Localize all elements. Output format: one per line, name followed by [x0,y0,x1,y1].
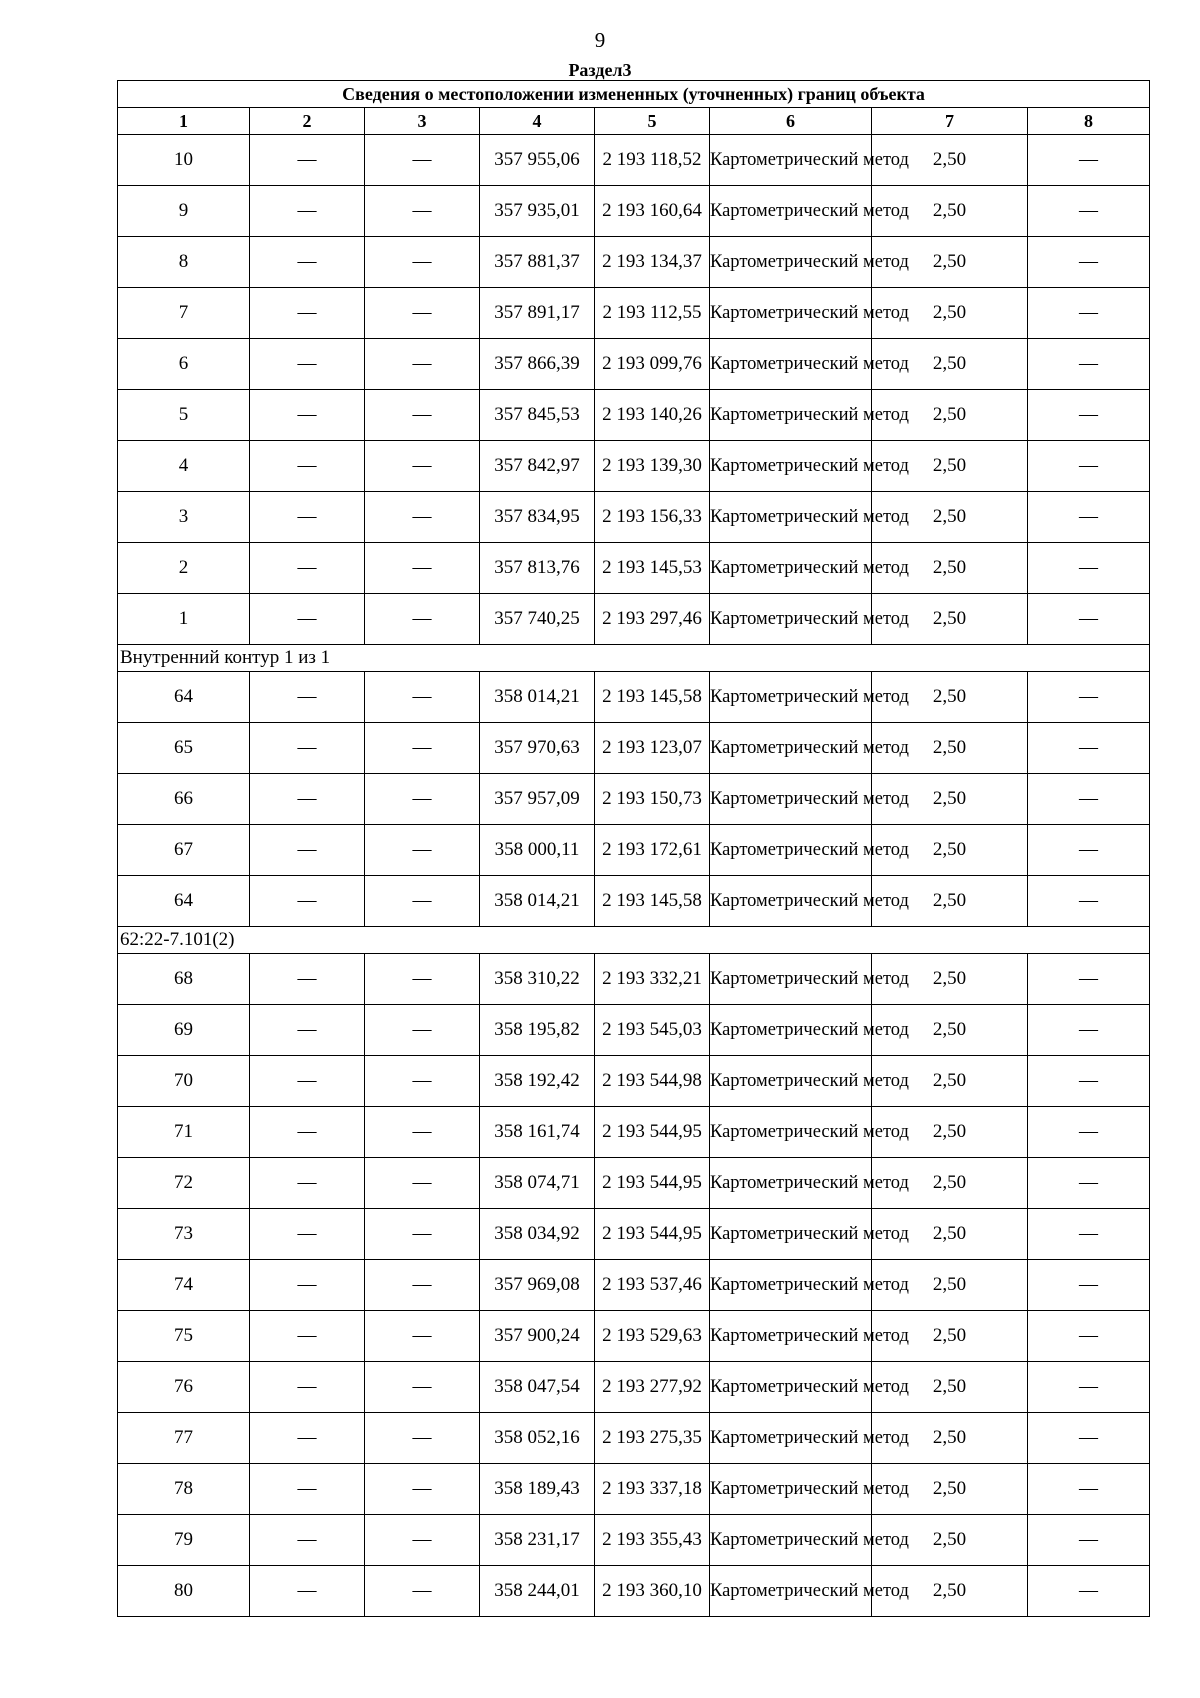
column-2-cell: — [250,1566,365,1617]
point-number-cell: 69 [118,1005,250,1056]
column-3-cell: — [365,723,480,774]
column-8-cell: — [1028,288,1150,339]
column-number: 1 [118,108,250,135]
method-cell: Картометрический метод [710,1260,872,1311]
point-number-cell: 65 [118,723,250,774]
column-8-cell: — [1028,1515,1150,1566]
contour-label-row [118,645,1150,672]
column-2-cell: — [250,876,365,927]
column-8-cell: — [1028,441,1150,492]
table-row [118,1158,1150,1209]
page-number: 9 [594,28,606,52]
column-8-cell: — [1028,723,1150,774]
column-3-cell: — [365,1209,480,1260]
accuracy-cell: 2,50 [872,135,1028,186]
method-cell: Картометрический метод [710,237,872,288]
y-coordinate-cell: 2 193 150,73 [595,774,710,825]
y-coordinate-cell: 2 193 275,35 [595,1413,710,1464]
accuracy-cell: 2,50 [872,1362,1028,1413]
x-coordinate-cell: 358 195,82 [480,1005,595,1056]
column-2-cell: — [250,1209,365,1260]
column-3-cell: — [365,390,480,441]
point-number-cell: 2 [118,543,250,594]
accuracy-cell: 2,50 [872,876,1028,927]
point-number-cell: 71 [118,1107,250,1158]
accuracy-cell: 2,50 [872,1056,1028,1107]
x-coordinate-cell: 357 881,37 [480,237,595,288]
column-3-cell: — [365,1413,480,1464]
column-8-cell: — [1028,594,1150,645]
y-coordinate-cell: 2 193 145,58 [595,876,710,927]
y-coordinate-cell: 2 193 123,07 [595,723,710,774]
x-coordinate-cell: 357 955,06 [480,135,595,186]
y-coordinate-cell: 2 193 112,55 [595,288,710,339]
column-8-cell: — [1028,1158,1150,1209]
method-cell: Картометрический метод [710,1566,872,1617]
column-3-cell: — [365,1107,480,1158]
method-cell: Картометрический метод [710,288,872,339]
column-2-cell: — [250,1056,365,1107]
table-row [118,1566,1150,1617]
y-coordinate-cell: 2 193 544,98 [595,1056,710,1107]
point-number-cell: 6 [118,339,250,390]
column-3-cell: — [365,672,480,723]
y-coordinate-cell: 2 193 156,33 [595,492,710,543]
table-row [118,723,1150,774]
y-coordinate-cell: 2 193 537,46 [595,1260,710,1311]
column-8-cell: — [1028,339,1150,390]
column-2-cell: — [250,825,365,876]
accuracy-cell: 2,50 [872,1158,1028,1209]
method-cell: Картометрический метод [710,1005,872,1056]
column-number: 8 [1028,108,1150,135]
column-8-cell: — [1028,1056,1150,1107]
table-body [118,135,1150,1617]
method-cell: Картометрический метод [710,594,872,645]
method-cell: Картометрический метод [710,1209,872,1260]
column-2-cell: — [250,339,365,390]
column-3-cell: — [365,492,480,543]
column-3-cell: — [365,876,480,927]
column-8-cell: — [1028,186,1150,237]
x-coordinate-cell: 358 244,01 [480,1566,595,1617]
column-3-cell: — [365,1260,480,1311]
table-row [118,543,1150,594]
column-8-cell: — [1028,876,1150,927]
y-coordinate-cell: 2 193 332,21 [595,954,710,1005]
column-3-cell: — [365,237,480,288]
accuracy-cell: 2,50 [872,237,1028,288]
column-8-cell: — [1028,1005,1150,1056]
method-cell: Картометрический метод [710,135,872,186]
column-2-cell: — [250,1107,365,1158]
accuracy-cell: 2,50 [872,543,1028,594]
point-number-cell: 8 [118,237,250,288]
column-8-cell: — [1028,390,1150,441]
table-row [118,186,1150,237]
column-2-cell: — [250,1158,365,1209]
point-number-cell: 7 [118,288,250,339]
contour-label: 62:22-7.101(2) [118,927,1150,954]
x-coordinate-cell: 358 052,16 [480,1413,595,1464]
column-2-cell: — [250,774,365,825]
x-coordinate-cell: 357 969,08 [480,1260,595,1311]
x-coordinate-cell: 357 891,17 [480,288,595,339]
table-row [118,1005,1150,1056]
column-2-cell: — [250,723,365,774]
method-cell: Картометрический метод [710,954,872,1005]
y-coordinate-cell: 2 193 140,26 [595,390,710,441]
column-3-cell: — [365,1566,480,1617]
table-row [118,1515,1150,1566]
column-8-cell: — [1028,135,1150,186]
table-row [118,135,1150,186]
column-8-cell: — [1028,1362,1150,1413]
accuracy-cell: 2,50 [872,594,1028,645]
column-number-row [118,108,1150,135]
y-coordinate-cell: 2 193 118,52 [595,135,710,186]
column-3-cell: — [365,186,480,237]
accuracy-cell: 2,50 [872,339,1028,390]
column-number: 3 [365,108,480,135]
accuracy-cell: 2,50 [872,723,1028,774]
accuracy-cell: 2,50 [872,1311,1028,1362]
method-cell: Картометрический метод [710,825,872,876]
point-number-cell: 1 [118,594,250,645]
column-2-cell: — [250,492,365,543]
method-cell: Картометрический метод [710,672,872,723]
column-8-cell: — [1028,1413,1150,1464]
table-row [118,1311,1150,1362]
table-row [118,1362,1150,1413]
x-coordinate-cell: 357 970,63 [480,723,595,774]
y-coordinate-cell: 2 193 544,95 [595,1107,710,1158]
column-8-cell: — [1028,1209,1150,1260]
x-coordinate-cell: 357 900,24 [480,1311,595,1362]
table-row [118,672,1150,723]
accuracy-cell: 2,50 [872,1209,1028,1260]
table-row [118,390,1150,441]
accuracy-cell: 2,50 [872,288,1028,339]
method-cell: Картометрический метод [710,543,872,594]
x-coordinate-cell: 358 014,21 [480,672,595,723]
column-8-cell: — [1028,237,1150,288]
table-row [118,441,1150,492]
column-2-cell: — [250,543,365,594]
column-8-cell: — [1028,1566,1150,1617]
y-coordinate-cell: 2 193 134,37 [595,237,710,288]
point-number-cell: 70 [118,1056,250,1107]
column-8-cell: — [1028,672,1150,723]
x-coordinate-cell: 358 231,17 [480,1515,595,1566]
column-3-cell: — [365,288,480,339]
x-coordinate-cell: 357 957,09 [480,774,595,825]
column-2-cell: — [250,186,365,237]
point-number-cell: 66 [118,774,250,825]
column-3-cell: — [365,594,480,645]
column-2-cell: — [250,954,365,1005]
table-row [118,1260,1150,1311]
column-3-cell: — [365,543,480,594]
x-coordinate-cell: 358 047,54 [480,1362,595,1413]
column-3-cell: — [365,441,480,492]
accuracy-cell: 2,50 [872,390,1028,441]
contour-label-row [118,927,1150,954]
point-number-cell: 77 [118,1413,250,1464]
point-number-cell: 76 [118,1362,250,1413]
x-coordinate-cell: 358 161,74 [480,1107,595,1158]
column-3-cell: — [365,339,480,390]
column-number: 6 [710,108,872,135]
x-coordinate-cell: 358 034,92 [480,1209,595,1260]
column-8-cell: — [1028,774,1150,825]
table-row [118,1464,1150,1515]
table-row [118,774,1150,825]
column-3-cell: — [365,1362,480,1413]
table-row [118,1056,1150,1107]
column-8-cell: — [1028,1260,1150,1311]
y-coordinate-cell: 2 193 544,95 [595,1209,710,1260]
column-8-cell: — [1028,492,1150,543]
column-8-cell: — [1028,1107,1150,1158]
section-title: Раздел3 [568,60,632,80]
column-3-cell: — [365,135,480,186]
x-coordinate-cell: 357 834,95 [480,492,595,543]
column-3-cell: — [365,1005,480,1056]
y-coordinate-cell: 2 193 099,76 [595,339,710,390]
method-cell: Картометрический метод [710,876,872,927]
x-coordinate-cell: 358 074,71 [480,1158,595,1209]
column-2-cell: — [250,1515,365,1566]
column-number: 2 [250,108,365,135]
accuracy-cell: 2,50 [872,186,1028,237]
point-number-cell: 74 [118,1260,250,1311]
contour-label: Внутренний контур 1 из 1 [118,645,1150,672]
column-2-cell: — [250,237,365,288]
column-3-cell: — [365,1311,480,1362]
y-coordinate-cell: 2 193 337,18 [595,1464,710,1515]
point-number-cell: 64 [118,672,250,723]
method-cell: Картометрический метод [710,1107,872,1158]
point-number-cell: 9 [118,186,250,237]
method-cell: Картометрический метод [710,186,872,237]
column-2-cell: — [250,441,365,492]
column-2-cell: — [250,594,365,645]
column-3-cell: — [365,825,480,876]
x-coordinate-cell: 358 192,42 [480,1056,595,1107]
method-cell: Картометрический метод [710,1056,872,1107]
column-8-cell: — [1028,954,1150,1005]
accuracy-cell: 2,50 [872,825,1028,876]
table-row [118,954,1150,1005]
method-cell: Картометрический метод [710,1311,872,1362]
column-2-cell: — [250,288,365,339]
x-coordinate-cell: 357 813,76 [480,543,595,594]
x-coordinate-cell: 358 310,22 [480,954,595,1005]
accuracy-cell: 2,50 [872,954,1028,1005]
y-coordinate-cell: 2 193 139,30 [595,441,710,492]
table-row [118,1209,1150,1260]
accuracy-cell: 2,50 [872,1005,1028,1056]
method-cell: Картометрический метод [710,390,872,441]
point-number-cell: 64 [118,876,250,927]
method-cell: Картометрический метод [710,339,872,390]
table-row [118,237,1150,288]
column-3-cell: — [365,1158,480,1209]
column-2-cell: — [250,1005,365,1056]
column-number: 5 [595,108,710,135]
accuracy-cell: 2,50 [872,774,1028,825]
y-coordinate-cell: 2 193 172,61 [595,825,710,876]
column-2-cell: — [250,1260,365,1311]
table-row [118,339,1150,390]
point-number-cell: 78 [118,1464,250,1515]
column-3-cell: — [365,1515,480,1566]
column-8-cell: — [1028,1464,1150,1515]
column-number: 4 [480,108,595,135]
y-coordinate-cell: 2 193 545,03 [595,1005,710,1056]
table-row [118,825,1150,876]
point-number-cell: 3 [118,492,250,543]
point-number-cell: 10 [118,135,250,186]
x-coordinate-cell: 358 189,43 [480,1464,595,1515]
method-cell: Картометрический метод [710,1464,872,1515]
x-coordinate-cell: 357 740,25 [480,594,595,645]
column-number: 7 [872,108,1028,135]
y-coordinate-cell: 2 193 160,64 [595,186,710,237]
table-row [118,594,1150,645]
accuracy-cell: 2,50 [872,1566,1028,1617]
method-cell: Картометрический метод [710,774,872,825]
column-2-cell: — [250,1362,365,1413]
accuracy-cell: 2,50 [872,1260,1028,1311]
accuracy-cell: 2,50 [872,441,1028,492]
x-coordinate-cell: 357 866,39 [480,339,595,390]
table-row [118,1107,1150,1158]
point-number-cell: 72 [118,1158,250,1209]
y-coordinate-cell: 2 193 277,92 [595,1362,710,1413]
accuracy-cell: 2,50 [872,1464,1028,1515]
method-cell: Картометрический метод [710,1158,872,1209]
y-coordinate-cell: 2 193 355,43 [595,1515,710,1566]
point-number-cell: 73 [118,1209,250,1260]
method-cell: Картометрический метод [710,441,872,492]
column-3-cell: — [365,774,480,825]
table-row [118,1413,1150,1464]
accuracy-cell: 2,50 [872,672,1028,723]
point-number-cell: 79 [118,1515,250,1566]
point-number-cell: 5 [118,390,250,441]
y-coordinate-cell: 2 193 145,58 [595,672,710,723]
method-cell: Картометрический метод [710,1362,872,1413]
column-3-cell: — [365,1056,480,1107]
y-coordinate-cell: 2 193 544,95 [595,1158,710,1209]
accuracy-cell: 2,50 [872,1107,1028,1158]
y-coordinate-cell: 2 193 360,10 [595,1566,710,1617]
column-8-cell: — [1028,1311,1150,1362]
method-cell: Картометрический метод [710,1515,872,1566]
y-coordinate-cell: 2 193 529,63 [595,1311,710,1362]
column-8-cell: — [1028,543,1150,594]
column-2-cell: — [250,135,365,186]
column-8-cell: — [1028,825,1150,876]
method-cell: Картометрический метод [710,492,872,543]
column-3-cell: — [365,954,480,1005]
accuracy-cell: 2,50 [872,1413,1028,1464]
point-number-cell: 68 [118,954,250,1005]
method-cell: Картометрический метод [710,723,872,774]
column-2-cell: — [250,1413,365,1464]
x-coordinate-cell: 358 014,21 [480,876,595,927]
table-row [118,492,1150,543]
table-row [118,288,1150,339]
table-row [118,876,1150,927]
accuracy-cell: 2,50 [872,1515,1028,1566]
x-coordinate-cell: 357 845,53 [480,390,595,441]
accuracy-cell: 2,50 [872,492,1028,543]
y-coordinate-cell: 2 193 297,46 [595,594,710,645]
y-coordinate-cell: 2 193 145,53 [595,543,710,594]
x-coordinate-cell: 357 842,97 [480,441,595,492]
column-2-cell: — [250,1464,365,1515]
x-coordinate-cell: 357 935,01 [480,186,595,237]
method-cell: Картометрический метод [710,1413,872,1464]
x-coordinate-cell: 358 000,11 [480,825,595,876]
point-number-cell: 4 [118,441,250,492]
point-number-cell: 67 [118,825,250,876]
coordinates-table [117,80,1150,1617]
column-2-cell: — [250,390,365,441]
column-2-cell: — [250,1311,365,1362]
point-number-cell: 80 [118,1566,250,1617]
column-3-cell: — [365,1464,480,1515]
point-number-cell: 75 [118,1311,250,1362]
table-caption: Сведения о местоположении измененных (уточненных) границ объекта [118,81,1150,108]
column-2-cell: — [250,672,365,723]
